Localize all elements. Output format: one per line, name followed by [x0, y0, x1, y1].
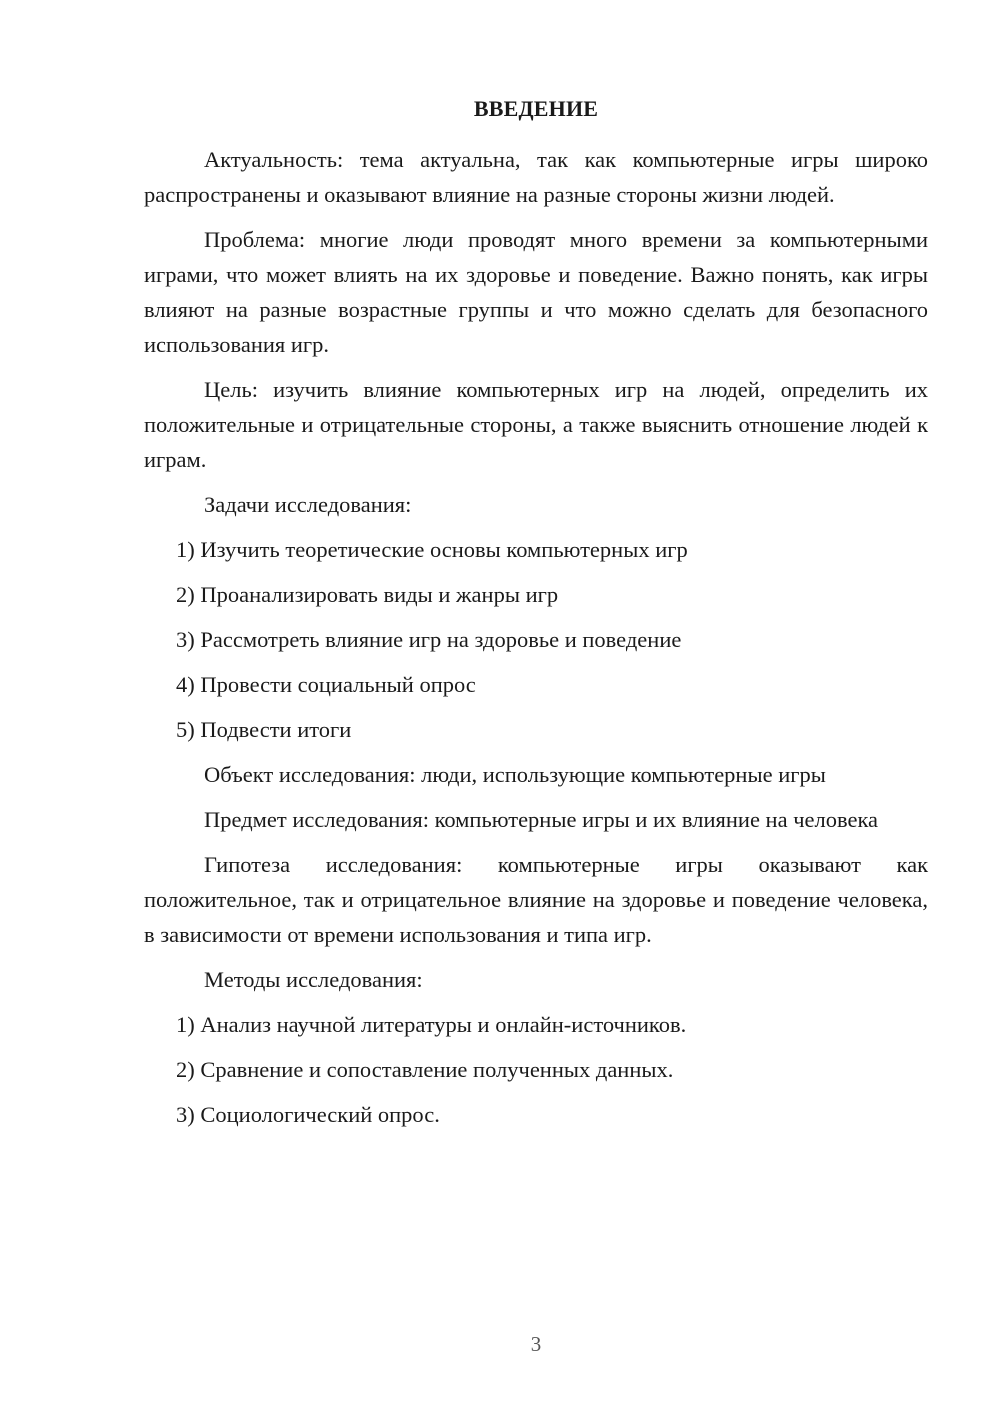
- task-item: 1) Изучить теоретические основы компьютерных игр: [176, 537, 688, 562]
- page-title: ВВЕДЕНИЕ: [473, 96, 599, 121]
- method-item: 2) Сравнение и сопоставление полученных данных.: [176, 1057, 674, 1082]
- goal-paragraph: Цель: изучить влияние компьютерных игр на людей, определить их положительные и отрицательные стороны, а также выяснить отношение людей к играм.: [144, 377, 928, 472]
- problem-paragraph: Проблема: многие люди проводят много времени за компьютерными играми, что может влиять на их здоровье и поведение. Важно понять, как игры влияют на разные возрастные группы и что можно сделать для безопасного использования игр.: [144, 227, 928, 357]
- object-paragraph: Объект исследования: люди, использующие компьютерные игры: [204, 762, 826, 787]
- methods-label: Методы исследования:: [204, 967, 423, 992]
- task-item: 4) Провести социальный опрос: [176, 672, 476, 697]
- task-item: 2) Проанализировать виды и жанры игр: [176, 582, 559, 607]
- relevance-paragraph: Актуальность: тема актуальна, так как компьютерные игры широко распространены и оказывают влияние на разные стороны жизни людей.: [144, 147, 928, 207]
- task-item: 5) Подвести итоги: [176, 717, 352, 742]
- tasks-label: Задачи исследования:: [204, 492, 412, 517]
- page-number: 3: [530, 1332, 542, 1356]
- hypothesis-paragraph: Гипотеза исследования: компьютерные игры оказывают как положительное, так и отрицательное влияние на здоровье и поведение человека, в зависимости от времени использования и типа игр.: [144, 852, 928, 947]
- document-body: [144, 142, 928, 1142]
- method-item: 1) Анализ научной литературы и онлайн-источников.: [176, 1012, 687, 1037]
- method-item: 3) Социологический опрос.: [176, 1102, 440, 1127]
- task-item: 3) Рассмотреть влияние игр на здоровье и поведение: [176, 627, 682, 652]
- subject-paragraph: Предмет исследования: компьютерные игры и их влияние на человека: [204, 807, 879, 832]
